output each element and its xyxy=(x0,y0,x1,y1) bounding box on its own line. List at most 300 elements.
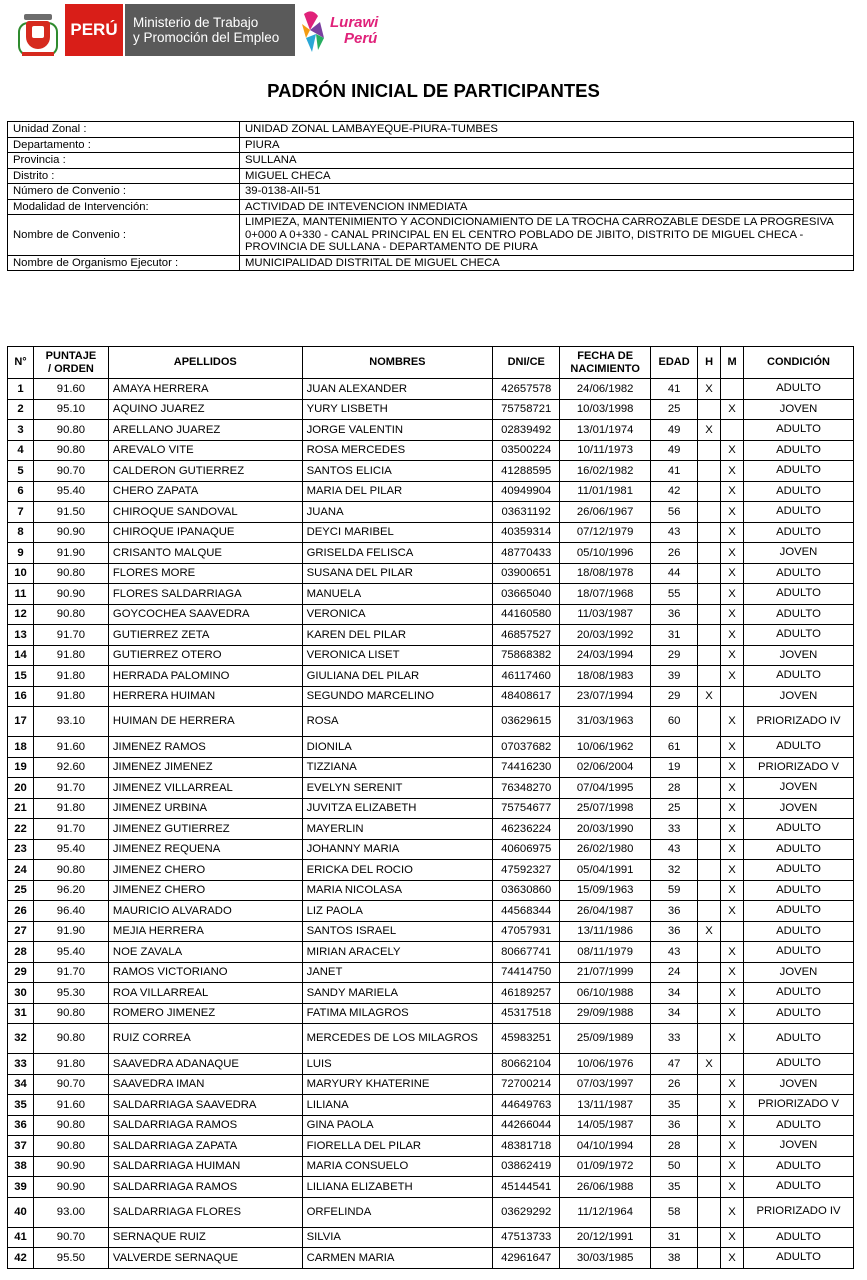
cell-fecha: 26/06/1967 xyxy=(560,502,651,523)
table-row xyxy=(8,921,854,942)
cell-condicion: JOVEN xyxy=(744,686,854,707)
cell-num: 35 xyxy=(8,1095,34,1116)
info-row xyxy=(8,168,854,184)
cell-puntaje: 90.70 xyxy=(33,1074,108,1095)
cell-apellidos: SALDARRIAGA SAAVEDRA xyxy=(108,1095,302,1116)
cell-condicion: PRIORIZADO V xyxy=(744,757,854,778)
cell-nombres: DIONILA xyxy=(302,737,493,758)
cell-puntaje: 91.80 xyxy=(33,1054,108,1075)
cell-h xyxy=(698,1227,721,1248)
cell-nombres: JUAN ALEXANDER xyxy=(302,379,493,400)
cell-puntaje: 90.90 xyxy=(33,584,108,605)
cell-condicion: ADULTO xyxy=(744,737,854,758)
table-row xyxy=(8,645,854,666)
info-label: Número de Convenio : xyxy=(8,184,240,200)
cell-condicion: ADULTO xyxy=(744,625,854,646)
cell-edad: 49 xyxy=(651,420,698,441)
cell-dni: 03862419 xyxy=(493,1156,560,1177)
cell-num: 23 xyxy=(8,839,34,860)
info-table xyxy=(7,121,854,271)
cell-edad: 36 xyxy=(651,604,698,625)
cell-nombres: LIZ PAOLA xyxy=(302,901,493,922)
cell-apellidos: SERNAQUE RUIZ xyxy=(108,1227,302,1248)
cell-dni: 03629615 xyxy=(493,707,560,737)
cell-nombres: LILIANA xyxy=(302,1095,493,1116)
cell-num: 22 xyxy=(8,819,34,840)
info-row xyxy=(8,153,854,169)
cell-m: X xyxy=(721,962,744,983)
cell-num: 21 xyxy=(8,798,34,819)
cell-dni: 40359314 xyxy=(493,522,560,543)
cell-nombres: MIRIAN ARACELY xyxy=(302,942,493,963)
cell-num: 26 xyxy=(8,901,34,922)
lurawi-text: Lurawi xyxy=(330,14,379,31)
cell-m: X xyxy=(721,666,744,687)
cell-num: 28 xyxy=(8,942,34,963)
cell-fecha: 02/06/2004 xyxy=(560,757,651,778)
cell-num: 25 xyxy=(8,880,34,901)
cell-puntaje: 93.00 xyxy=(33,1197,108,1227)
cell-h xyxy=(698,461,721,482)
cell-condicion: JOVEN xyxy=(744,645,854,666)
info-label: Unidad Zonal : xyxy=(8,122,240,138)
cell-dni: 40606975 xyxy=(493,839,560,860)
cell-fecha: 18/08/1983 xyxy=(560,666,651,687)
cell-condicion: ADULTO xyxy=(744,379,854,400)
cell-apellidos: AMAYA HERRERA xyxy=(108,379,302,400)
cell-puntaje: 95.30 xyxy=(33,983,108,1004)
cell-fecha: 06/10/1988 xyxy=(560,983,651,1004)
cell-m: X xyxy=(721,983,744,1004)
info-row xyxy=(8,184,854,200)
table-row xyxy=(8,461,854,482)
table-row xyxy=(8,1177,854,1198)
cell-condicion: JOVEN xyxy=(744,778,854,799)
cell-fecha: 11/12/1964 xyxy=(560,1197,651,1227)
info-value: 39-0138-AII-51 xyxy=(240,184,854,200)
cell-num: 20 xyxy=(8,778,34,799)
cell-m: X xyxy=(721,1156,744,1177)
cell-h: X xyxy=(698,379,721,400)
peru-logo xyxy=(65,4,123,56)
cell-dni: 40949904 xyxy=(493,481,560,502)
cell-edad: 42 xyxy=(651,481,698,502)
lurawi-logo xyxy=(300,4,390,59)
cell-fecha: 07/03/1997 xyxy=(560,1074,651,1095)
cell-nombres: CARMEN MARIA xyxy=(302,1248,493,1269)
table-row xyxy=(8,798,854,819)
cell-edad: 43 xyxy=(651,522,698,543)
cell-apellidos: CHIROQUE IPANAQUE xyxy=(108,522,302,543)
cell-puntaje: 91.70 xyxy=(33,625,108,646)
cell-m: X xyxy=(721,584,744,605)
cell-condicion: ADULTO xyxy=(744,901,854,922)
cell-fecha: 10/06/1976 xyxy=(560,1054,651,1075)
cell-apellidos: JIMENEZ GUTIERREZ xyxy=(108,819,302,840)
cell-h xyxy=(698,543,721,564)
cell-nombres: GIULIANA DEL PILAR xyxy=(302,666,493,687)
cell-nombres: SANTOS ISRAEL xyxy=(302,921,493,942)
cell-dni: 47057931 xyxy=(493,921,560,942)
cell-dni: 72700214 xyxy=(493,1074,560,1095)
cell-puntaje: 91.80 xyxy=(33,666,108,687)
col-puntaje xyxy=(33,347,108,379)
table-row xyxy=(8,707,854,737)
cell-apellidos: CRISANTO MALQUE xyxy=(108,543,302,564)
cell-nombres: MERCEDES DE LOS MILAGROS xyxy=(302,1024,493,1054)
table-row xyxy=(8,625,854,646)
cell-dni: 07037682 xyxy=(493,737,560,758)
cell-num: 37 xyxy=(8,1136,34,1157)
cell-condicion: ADULTO xyxy=(744,502,854,523)
cell-puntaje: 90.70 xyxy=(33,1227,108,1248)
col-m: M xyxy=(721,347,744,379)
cell-condicion: PRIORIZADO V xyxy=(744,1095,854,1116)
cell-h xyxy=(698,522,721,543)
cell-edad: 31 xyxy=(651,625,698,646)
cell-dni: 74414750 xyxy=(493,962,560,983)
cell-puntaje: 90.70 xyxy=(33,461,108,482)
cell-h xyxy=(698,1136,721,1157)
info-label: Nombre de Convenio : xyxy=(8,215,240,256)
cell-apellidos: SALDARRIAGA FLORES xyxy=(108,1197,302,1227)
table-header-row xyxy=(8,347,854,379)
cell-puntaje: 95.40 xyxy=(33,942,108,963)
cell-edad: 56 xyxy=(651,502,698,523)
cell-h xyxy=(698,707,721,737)
cell-edad: 49 xyxy=(651,440,698,461)
cell-fecha: 16/02/1982 xyxy=(560,461,651,482)
cell-num: 8 xyxy=(8,522,34,543)
cell-edad: 28 xyxy=(651,778,698,799)
table-row xyxy=(8,686,854,707)
cell-m: X xyxy=(721,819,744,840)
info-row xyxy=(8,122,854,138)
cell-dni: 74416230 xyxy=(493,757,560,778)
cell-condicion: ADULTO xyxy=(744,440,854,461)
cell-puntaje: 91.70 xyxy=(33,819,108,840)
table-row xyxy=(8,1024,854,1054)
cell-num: 29 xyxy=(8,962,34,983)
cell-edad: 44 xyxy=(651,563,698,584)
table-row xyxy=(8,819,854,840)
cell-edad: 26 xyxy=(651,543,698,564)
cell-nombres: FIORELLA DEL PILAR xyxy=(302,1136,493,1157)
cell-h xyxy=(698,625,721,646)
cell-dni: 80667741 xyxy=(493,942,560,963)
cell-m: X xyxy=(721,522,744,543)
page-header xyxy=(10,2,430,60)
cell-nombres: LUIS xyxy=(302,1054,493,1075)
cell-nombres: ORFELINDA xyxy=(302,1197,493,1227)
col-h: H xyxy=(698,347,721,379)
cell-h xyxy=(698,666,721,687)
cell-puntaje: 90.90 xyxy=(33,522,108,543)
cell-nombres: MARIA CONSUELO xyxy=(302,1156,493,1177)
cell-num: 7 xyxy=(8,502,34,523)
cell-edad: 41 xyxy=(651,379,698,400)
info-value: UNIDAD ZONAL LAMBAYEQUE-PIURA-TUMBES xyxy=(240,122,854,138)
cell-m: X xyxy=(721,942,744,963)
cell-edad: 60 xyxy=(651,707,698,737)
cell-apellidos: JIMENEZ JIMENEZ xyxy=(108,757,302,778)
cell-apellidos: JIMENEZ RAMOS xyxy=(108,737,302,758)
lurawi-mark-icon xyxy=(300,8,326,54)
cell-dni: 44266044 xyxy=(493,1115,560,1136)
cell-fecha: 08/11/1979 xyxy=(560,942,651,963)
cell-condicion: ADULTO xyxy=(744,420,854,441)
cell-h xyxy=(698,1003,721,1024)
cell-dni: 02839492 xyxy=(493,420,560,441)
cell-fecha: 01/09/1972 xyxy=(560,1156,651,1177)
cell-h xyxy=(698,798,721,819)
cell-nombres: SILVIA xyxy=(302,1227,493,1248)
cell-puntaje: 95.50 xyxy=(33,1248,108,1269)
cell-num: 5 xyxy=(8,461,34,482)
cell-h xyxy=(698,1095,721,1116)
info-row xyxy=(8,255,854,271)
cell-dni: 03629292 xyxy=(493,1197,560,1227)
cell-apellidos: MAURICIO ALVARADO xyxy=(108,901,302,922)
cell-apellidos: JIMENEZ REQUENA xyxy=(108,839,302,860)
cell-m: X xyxy=(721,757,744,778)
table-row xyxy=(8,860,854,881)
cell-fecha: 14/05/1987 xyxy=(560,1115,651,1136)
cell-h xyxy=(698,880,721,901)
cell-edad: 33 xyxy=(651,819,698,840)
cell-nombres: SUSANA DEL PILAR xyxy=(302,563,493,584)
cell-num: 30 xyxy=(8,983,34,1004)
cell-m: X xyxy=(721,1227,744,1248)
cell-m: X xyxy=(721,737,744,758)
cell-nombres: JANET xyxy=(302,962,493,983)
cell-m: X xyxy=(721,543,744,564)
cell-puntaje: 91.60 xyxy=(33,737,108,758)
cell-h xyxy=(698,839,721,860)
cell-dni: 03665040 xyxy=(493,584,560,605)
cell-puntaje: 91.60 xyxy=(33,379,108,400)
col-puntaje-line-2: / ORDEN xyxy=(48,362,94,375)
cell-puntaje: 96.20 xyxy=(33,880,108,901)
table-row xyxy=(8,1197,854,1227)
cell-num: 13 xyxy=(8,625,34,646)
ministry-line-2: y Promoción del Empleo xyxy=(133,30,280,45)
table-row xyxy=(8,502,854,523)
cell-num: 3 xyxy=(8,420,34,441)
cell-apellidos: SALDARRIAGA HUIMAN xyxy=(108,1156,302,1177)
cell-edad: 33 xyxy=(651,1024,698,1054)
cell-m: X xyxy=(721,399,744,420)
cell-dni: 45317518 xyxy=(493,1003,560,1024)
cell-condicion: ADULTO xyxy=(744,921,854,942)
cell-num: 36 xyxy=(8,1115,34,1136)
table-row xyxy=(8,901,854,922)
cell-apellidos: VALVERDE SERNAQUE xyxy=(108,1248,302,1269)
info-label: Nombre de Organismo Ejecutor : xyxy=(8,255,240,271)
cell-apellidos: HERRADA PALOMINO xyxy=(108,666,302,687)
cell-nombres: SEGUNDO MARCELINO xyxy=(302,686,493,707)
page-title: PADRÓN INICIAL DE PARTICIPANTES xyxy=(267,80,600,101)
cell-num: 1 xyxy=(8,379,34,400)
table-row xyxy=(8,666,854,687)
cell-nombres: SANTOS ELICIA xyxy=(302,461,493,482)
cell-m: X xyxy=(721,604,744,625)
cell-h: X xyxy=(698,420,721,441)
cell-condicion: ADULTO xyxy=(744,481,854,502)
cell-edad: 34 xyxy=(651,1003,698,1024)
cell-apellidos: JIMENEZ CHERO xyxy=(108,860,302,881)
table-row xyxy=(8,543,854,564)
cell-m: X xyxy=(721,839,744,860)
cell-apellidos: JIMENEZ CHERO xyxy=(108,880,302,901)
cell-apellidos: HUIMAN DE HERRERA xyxy=(108,707,302,737)
ministry-line-1: Ministerio de Trabajo xyxy=(133,15,259,30)
cell-puntaje: 96.40 xyxy=(33,901,108,922)
cell-h xyxy=(698,1177,721,1198)
cell-condicion: ADULTO xyxy=(744,880,854,901)
cell-fecha: 05/10/1996 xyxy=(560,543,651,564)
ministry-logo xyxy=(125,4,295,56)
cell-m: X xyxy=(721,778,744,799)
cell-nombres: TIZZIANA xyxy=(302,757,493,778)
cell-condicion: ADULTO xyxy=(744,563,854,584)
table-row xyxy=(8,563,854,584)
cell-condicion: PRIORIZADO IV xyxy=(744,707,854,737)
cell-condicion: ADULTO xyxy=(744,666,854,687)
cell-edad: 47 xyxy=(651,1054,698,1075)
cell-fecha: 26/04/1987 xyxy=(560,901,651,922)
cell-edad: 36 xyxy=(651,1115,698,1136)
cell-num: 16 xyxy=(8,686,34,707)
info-value: LIMPIEZA, MANTENIMIENTO Y ACONDICIONAMIENTO DE LA TROCHA CARROZABLE DESDE LA PROGRESIVA 0+000 A 0+330 - CANAL PRINCIPAL EN EL CENTRO POBLADO DE JIBITO, DISTRITO DE MIGUEL CHECA - PROVINCIA DE SULLANA - DEPARTAMENTO DE PIURA xyxy=(240,215,854,256)
cell-edad: 35 xyxy=(651,1177,698,1198)
cell-edad: 29 xyxy=(651,686,698,707)
cell-nombres: ERICKA DEL ROCIO xyxy=(302,860,493,881)
cell-edad: 43 xyxy=(651,942,698,963)
cell-m: X xyxy=(721,1095,744,1116)
cell-fecha: 30/03/1985 xyxy=(560,1248,651,1269)
cell-puntaje: 90.80 xyxy=(33,563,108,584)
cell-m: X xyxy=(721,1024,744,1054)
cell-edad: 28 xyxy=(651,1136,698,1157)
table-row xyxy=(8,440,854,461)
cell-m: X xyxy=(721,1197,744,1227)
cell-condicion: JOVEN xyxy=(744,1074,854,1095)
cell-fecha: 20/03/1990 xyxy=(560,819,651,840)
cell-apellidos: JIMENEZ VILLARREAL xyxy=(108,778,302,799)
cell-fecha: 25/09/1989 xyxy=(560,1024,651,1054)
cell-fecha: 10/03/1998 xyxy=(560,399,651,420)
table-row xyxy=(8,379,854,400)
cell-nombres: MAYERLIN xyxy=(302,819,493,840)
cell-puntaje: 91.90 xyxy=(33,543,108,564)
col-condicion: CONDICIÓN xyxy=(744,347,854,379)
cell-condicion: ADULTO xyxy=(744,983,854,1004)
cell-fecha: 13/01/1974 xyxy=(560,420,651,441)
cell-num: 12 xyxy=(8,604,34,625)
table-row xyxy=(8,420,854,441)
cell-dni: 42657578 xyxy=(493,379,560,400)
cell-condicion: JOVEN xyxy=(744,399,854,420)
cell-edad: 35 xyxy=(651,1095,698,1116)
cell-condicion: ADULTO xyxy=(744,1054,854,1075)
cell-dni: 44568344 xyxy=(493,901,560,922)
cell-apellidos: AREVALO VITE xyxy=(108,440,302,461)
cell-dni: 76348270 xyxy=(493,778,560,799)
cell-nombres: GINA PAOLA xyxy=(302,1115,493,1136)
cell-nombres: VERONICA xyxy=(302,604,493,625)
cell-num: 10 xyxy=(8,563,34,584)
table-row xyxy=(8,481,854,502)
cell-edad: 36 xyxy=(651,921,698,942)
cell-edad: 55 xyxy=(651,584,698,605)
cell-condicion: ADULTO xyxy=(744,1177,854,1198)
table-row xyxy=(8,1003,854,1024)
cell-h xyxy=(698,860,721,881)
cell-edad: 58 xyxy=(651,1197,698,1227)
col-puntaje-line-1: PUNTAJE xyxy=(45,350,97,362)
cell-fecha: 18/08/1978 xyxy=(560,563,651,584)
cell-edad: 32 xyxy=(651,860,698,881)
cell-dni: 41288595 xyxy=(493,461,560,482)
info-row xyxy=(8,137,854,153)
cell-apellidos: GOYCOCHEA SAAVEDRA xyxy=(108,604,302,625)
cell-dni: 47592327 xyxy=(493,860,560,881)
cell-nombres: JOHANNY MARIA xyxy=(302,839,493,860)
cell-edad: 38 xyxy=(651,1248,698,1269)
cell-puntaje: 91.50 xyxy=(33,502,108,523)
cell-h: X xyxy=(698,921,721,942)
cell-fecha: 20/12/1991 xyxy=(560,1227,651,1248)
cell-m xyxy=(721,686,744,707)
col-num: N° xyxy=(8,347,34,379)
cell-condicion: ADULTO xyxy=(744,1156,854,1177)
cell-num: 11 xyxy=(8,584,34,605)
cell-apellidos: FLORES SALDARRIAGA xyxy=(108,584,302,605)
cell-fecha: 18/07/1968 xyxy=(560,584,651,605)
info-label: Provincia : xyxy=(8,153,240,169)
table-row xyxy=(8,1115,854,1136)
cell-condicion: ADULTO xyxy=(744,1248,854,1269)
cell-puntaje: 91.70 xyxy=(33,778,108,799)
cell-nombres: FATIMA MILAGROS xyxy=(302,1003,493,1024)
cell-puntaje: 90.80 xyxy=(33,860,108,881)
cell-m xyxy=(721,1054,744,1075)
table-row xyxy=(8,522,854,543)
col-nombres: NOMBRES xyxy=(302,347,493,379)
cell-puntaje: 90.80 xyxy=(33,1115,108,1136)
table-row xyxy=(8,584,854,605)
cell-num: 4 xyxy=(8,440,34,461)
cell-dni: 45983251 xyxy=(493,1024,560,1054)
table-row xyxy=(8,399,854,420)
table-row xyxy=(8,839,854,860)
cell-h xyxy=(698,1197,721,1227)
cell-condicion: ADULTO xyxy=(744,819,854,840)
cell-m: X xyxy=(721,502,744,523)
cell-fecha: 21/07/1999 xyxy=(560,962,651,983)
cell-nombres: MARIA NICOLASA xyxy=(302,880,493,901)
cell-fecha: 07/04/1995 xyxy=(560,778,651,799)
cell-condicion: ADULTO xyxy=(744,942,854,963)
cell-fecha: 10/06/1962 xyxy=(560,737,651,758)
cell-condicion: ADULTO xyxy=(744,1003,854,1024)
cell-apellidos: HERRERA HUIMAN xyxy=(108,686,302,707)
cell-puntaje: 92.60 xyxy=(33,757,108,778)
cell-m xyxy=(721,921,744,942)
cell-h xyxy=(698,819,721,840)
cell-h xyxy=(698,778,721,799)
